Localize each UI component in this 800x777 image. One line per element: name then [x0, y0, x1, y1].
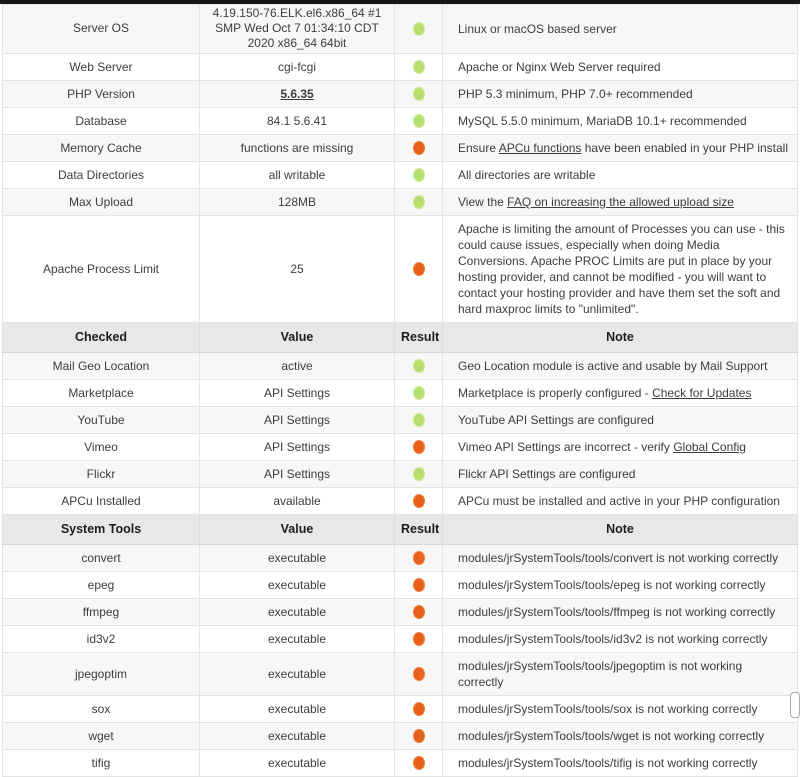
check-row [3, 723, 798, 750]
status-dot-orange [413, 632, 425, 646]
check-result [395, 108, 443, 135]
status-dot-orange [413, 141, 425, 155]
status-dot-orange [413, 756, 425, 770]
note-text: modules/jrSystemTools/tools/id3v2 is not working correctly [458, 632, 768, 646]
check-row [3, 81, 798, 108]
check-note [443, 545, 798, 572]
note-text: have been enabled in your PHP install [581, 141, 789, 155]
section-header-row [3, 515, 798, 545]
check-row [3, 461, 798, 488]
status-dot-orange [413, 494, 425, 508]
note-text: Vimeo API Settings are incorrect - verify [458, 440, 674, 454]
check-value: API Settings [200, 380, 395, 407]
check-row [3, 696, 798, 723]
check-label: Flickr [3, 461, 200, 488]
check-value: available [200, 488, 395, 515]
check-label: Web Server [3, 54, 200, 81]
check-label: Vimeo [3, 434, 200, 461]
system-check-table [2, 4, 798, 777]
check-note [443, 653, 798, 696]
status-dot-orange [413, 551, 425, 565]
status-dot-green [413, 87, 425, 101]
note-link[interactable]: APCu functions [498, 141, 582, 155]
check-value: API Settings [200, 461, 395, 488]
note-text: modules/jrSystemTools/tools/sox is not working correctly [458, 702, 758, 716]
check-row [3, 545, 798, 572]
check-value: executable [200, 653, 395, 696]
note-link[interactable]: Check for Updates [652, 386, 752, 400]
check-row [3, 407, 798, 434]
check-value: API Settings [200, 434, 395, 461]
check-label: PHP Version [3, 81, 200, 108]
check-value: executable [200, 723, 395, 750]
check-note [443, 407, 798, 434]
check-result [395, 353, 443, 380]
check-result [395, 653, 443, 696]
column-header-checked: Checked [3, 323, 200, 353]
check-value: 4.19.150-76.ELK.el6.x86_64 #1 SMP Wed Oct 7 01:34:10 CDT 2020 x86_64 64bit [200, 5, 395, 54]
check-result [395, 380, 443, 407]
check-result [395, 723, 443, 750]
check-value: API Settings [200, 407, 395, 434]
note-text: Flickr API Settings are configured [458, 467, 636, 481]
check-label: tifig [3, 750, 200, 777]
check-note [443, 434, 798, 461]
check-note [443, 108, 798, 135]
check-result [395, 599, 443, 626]
check-row [3, 216, 798, 323]
check-value: executable [200, 572, 395, 599]
check-note [443, 216, 798, 323]
note-text: modules/jrSystemTools/tools/wget is not working correctly [458, 729, 765, 743]
check-result [395, 750, 443, 777]
note-text: Ensure [458, 141, 499, 155]
check-label: Memory Cache [3, 135, 200, 162]
check-result [395, 626, 443, 653]
check-label: Server OS [3, 5, 200, 54]
check-value: 25 [200, 216, 395, 323]
column-header-checked: System Tools [3, 515, 200, 545]
check-label: ffmpeg [3, 599, 200, 626]
check-row [3, 108, 798, 135]
check-note [443, 488, 798, 515]
check-note [443, 723, 798, 750]
check-value: 84.1 5.6.41 [200, 108, 395, 135]
check-row [3, 626, 798, 653]
check-label: id3v2 [3, 626, 200, 653]
check-note [443, 189, 798, 216]
column-header-value: Value [200, 515, 395, 545]
status-dot-green [413, 413, 425, 427]
check-row [3, 135, 798, 162]
status-dot-orange [413, 440, 425, 454]
check-row [3, 380, 798, 407]
note-text: View the [458, 195, 508, 209]
check-note [443, 81, 798, 108]
check-result [395, 572, 443, 599]
note-text: modules/jrSystemTools/tools/convert is not working correctly [458, 551, 779, 565]
check-note [443, 380, 798, 407]
check-result [395, 461, 443, 488]
note-text: All directories are writable [458, 168, 596, 182]
check-row [3, 189, 798, 216]
status-dot-green [413, 22, 425, 36]
check-value: functions are missing [200, 135, 395, 162]
column-header-note: Note [443, 323, 798, 353]
note-text: Linux or macOS based server [458, 21, 617, 36]
note-text: modules/jrSystemTools/tools/tifig is not working correctly [458, 756, 758, 770]
check-row [3, 5, 798, 54]
check-value: executable [200, 599, 395, 626]
note-text: PHP 5.3 minimum, PHP 7.0+ recommended [458, 87, 693, 101]
column-header-result: Result [395, 515, 443, 545]
check-result [395, 54, 443, 81]
check-value: all writable [200, 162, 395, 189]
check-row [3, 434, 798, 461]
check-label: convert [3, 545, 200, 572]
check-value: 128MB [200, 189, 395, 216]
check-label: epeg [3, 572, 200, 599]
check-result [395, 189, 443, 216]
status-dot-green [413, 168, 425, 182]
note-text: APCu must be installed and active in your PHP configuration [458, 494, 780, 508]
status-dot-orange [413, 729, 425, 743]
column-header-result: Result [395, 323, 443, 353]
check-result [395, 81, 443, 108]
check-value: active [200, 353, 395, 380]
check-value: executable [200, 696, 395, 723]
check-result [395, 135, 443, 162]
check-row [3, 750, 798, 777]
check-row [3, 488, 798, 515]
check-value[interactable] [200, 81, 395, 108]
check-label: Data Directories [3, 162, 200, 189]
scrollbar-thumb[interactable] [790, 692, 800, 718]
check-result [395, 488, 443, 515]
check-note [443, 572, 798, 599]
check-note [443, 135, 798, 162]
note-text: modules/jrSystemTools/tools/ffmpeg is not working correctly [458, 605, 776, 619]
check-row [3, 653, 798, 696]
check-label: Max Upload [3, 189, 200, 216]
status-dot-green [413, 195, 425, 209]
check-row [3, 162, 798, 189]
column-header-note: Note [443, 515, 798, 545]
check-row [3, 599, 798, 626]
note-text: Marketplace is properly configured - [458, 386, 653, 400]
note-text: MySQL 5.5.0 minimum, MariaDB 10.1+ recommended [458, 114, 747, 128]
check-label: sox [3, 696, 200, 723]
check-label: YouTube [3, 407, 200, 434]
check-result [395, 434, 443, 461]
check-row [3, 353, 798, 380]
check-note [443, 599, 798, 626]
status-dot-green [413, 114, 425, 128]
check-result [395, 407, 443, 434]
check-note [443, 353, 798, 380]
check-row [3, 54, 798, 81]
check-note [443, 461, 798, 488]
check-value: executable [200, 750, 395, 777]
column-header-value: Value [200, 323, 395, 353]
check-label: Database [3, 108, 200, 135]
status-dot-green [413, 467, 425, 481]
value-link[interactable]: 5.6.35 [280, 86, 314, 101]
check-label: Apache Process Limit [3, 216, 200, 323]
check-value: executable [200, 545, 395, 572]
check-result [395, 545, 443, 572]
note-text: modules/jrSystemTools/tools/jpegoptim is not working correctly [458, 659, 743, 689]
check-note [443, 626, 798, 653]
check-label: Mail Geo Location [3, 353, 200, 380]
check-label: jpegoptim [3, 653, 200, 696]
section-header-row [3, 323, 798, 353]
check-result [395, 696, 443, 723]
status-dot-green [413, 60, 425, 74]
note-text: modules/jrSystemTools/tools/epeg is not working correctly [458, 578, 766, 592]
check-row [3, 572, 798, 599]
check-label: Marketplace [3, 380, 200, 407]
status-dot-green [413, 359, 425, 373]
note-text: Apache is limiting the amount of Processes you can use - this could cause issues, especially when doing Media Conversions. Apache PROC Limits are put in place by your hosting provider, and cannot be modified - you will want to contact your hosting provider and have them set the soft and hard maxproc limits to "unlimited". [458, 222, 785, 316]
status-dot-orange [413, 667, 425, 681]
status-dot-orange [413, 578, 425, 592]
check-result [395, 162, 443, 189]
check-result [395, 5, 443, 54]
note-link[interactable]: FAQ on increasing the allowed upload size [507, 195, 734, 209]
check-note [443, 5, 798, 54]
note-text: Apache or Nginx Web Server required [458, 60, 661, 74]
check-value: executable [200, 626, 395, 653]
check-label: APCu Installed [3, 488, 200, 515]
check-value: cgi-fcgi [200, 54, 395, 81]
check-note [443, 750, 798, 777]
status-dot-green [413, 386, 425, 400]
status-dot-orange [413, 262, 425, 276]
status-dot-orange [413, 605, 425, 619]
note-text: YouTube API Settings are configured [458, 413, 654, 427]
note-link[interactable]: Global Config [673, 440, 746, 454]
check-result [395, 216, 443, 323]
check-note [443, 696, 798, 723]
check-note [443, 54, 798, 81]
check-note [443, 162, 798, 189]
status-dot-orange [413, 702, 425, 716]
check-label: wget [3, 723, 200, 750]
note-text: Geo Location module is active and usable by Mail Support [458, 359, 768, 373]
